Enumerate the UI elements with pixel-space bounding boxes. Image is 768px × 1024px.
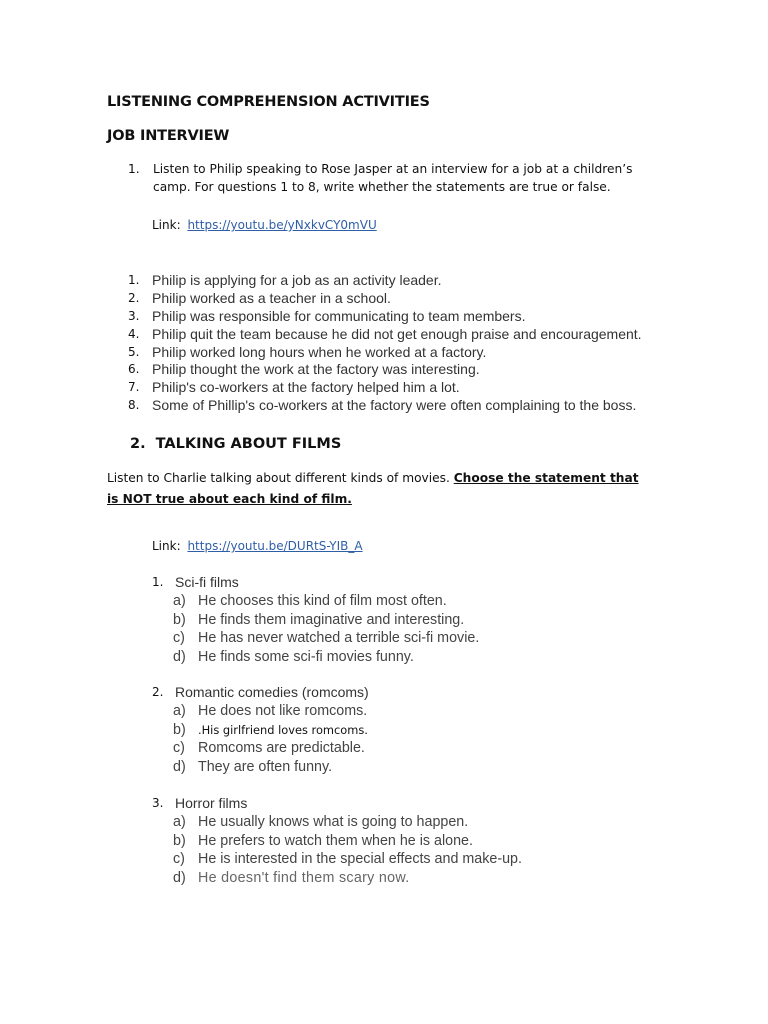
option-letter: b) bbox=[173, 832, 186, 849]
option-letter: c) bbox=[173, 740, 185, 757]
section1-link-row bbox=[152, 218, 377, 232]
option-letter: a) bbox=[173, 703, 186, 719]
question-title: Horror films bbox=[175, 795, 248, 811]
question-number: 2. bbox=[152, 685, 164, 699]
statement-number: 2. bbox=[128, 290, 140, 305]
question-number: 1. bbox=[152, 575, 164, 589]
option-letter: c) bbox=[173, 630, 185, 647]
option-letter: d) bbox=[173, 869, 186, 886]
section2-instructions bbox=[107, 468, 647, 510]
option-text: He chooses this kind of film most often. bbox=[198, 593, 447, 609]
section1-link-label: Link: bbox=[152, 218, 181, 232]
statement-text: Philip worked long hours when he worked at a factory. bbox=[152, 343, 487, 360]
option-text: They are often funny. bbox=[198, 758, 333, 775]
statement-text: Some of Phillip's co-workers at the factory were often complaining to the boss. bbox=[152, 397, 637, 414]
statement-text: Philip's co-workers at the factory helped him a lot. bbox=[152, 379, 460, 396]
section2-link-row bbox=[152, 539, 363, 553]
document-title: LISTENING COMPREHENSION ACTIVITIES bbox=[107, 94, 430, 110]
statement-number: 7. bbox=[128, 380, 140, 395]
option-text: He is interested in the special effects and make-up. bbox=[198, 851, 522, 868]
statement-number: 8. bbox=[128, 398, 140, 413]
option-text: He finds some sci-fi movies funny. bbox=[198, 648, 414, 665]
statement-number: 3. bbox=[128, 308, 140, 323]
option-text: He does not like romcoms. bbox=[198, 703, 368, 719]
activity-title-job-interview: JOB INTERVIEW bbox=[107, 128, 230, 144]
section2-link-label: Link: bbox=[152, 539, 181, 553]
section1-instructions-text: Listen to Philip speaking to Rose Jasper at an interview for a job at a children’s camp. For questions 1 to 8, write whether the statements are true or false. bbox=[153, 162, 633, 194]
statement-text: Philip quit the team because he did not get enough praise and encouragement. bbox=[152, 325, 642, 342]
option-letter: b) bbox=[173, 611, 186, 628]
option-text: He finds them imaginative and interesting. bbox=[198, 611, 465, 628]
option-text: He has never watched a terrible sci-fi movie. bbox=[198, 630, 480, 647]
section2-title: TALKING ABOUT FILMS bbox=[155, 436, 342, 452]
option-text: He prefers to watch them when he is alone. bbox=[198, 832, 473, 849]
section2-heading bbox=[130, 436, 341, 452]
option-text: Romcoms are predictable. bbox=[198, 740, 365, 757]
question-title: Romantic comedies (romcoms) bbox=[175, 684, 369, 700]
statement-number: 5. bbox=[128, 344, 140, 359]
question-number: 3. bbox=[152, 796, 164, 810]
statement-text: Philip was responsible for communicating to team members. bbox=[152, 307, 526, 324]
option-letter: d) bbox=[173, 758, 186, 775]
section1-number: 1. bbox=[128, 162, 140, 176]
statement-number: 4. bbox=[128, 326, 140, 341]
section2-instructions-text: Listen to Charlie talking about different kinds of movies. bbox=[107, 471, 454, 485]
statement-text: Philip thought the work at the factory was interesting. bbox=[152, 361, 480, 378]
option-letter: a) bbox=[173, 593, 186, 609]
option-letter: c) bbox=[173, 851, 185, 868]
section1-video-link[interactable]: https://youtu.be/yNxkvCY0mVU bbox=[187, 218, 377, 232]
section2-instructions-emphasis: Choose the statement that is NOT true about each kind of film. bbox=[107, 471, 639, 506]
statement-number: 6. bbox=[128, 362, 140, 377]
option-letter: a) bbox=[173, 814, 186, 830]
section2-video-link[interactable]: https://youtu.be/DURtS-YIB_A bbox=[187, 539, 363, 553]
statement-text: Philip worked as a teacher in a school. bbox=[152, 289, 391, 306]
option-letter: d) bbox=[173, 648, 186, 665]
option-text: He doesn't find them scary now. bbox=[198, 869, 410, 886]
section2-number: 2. bbox=[130, 436, 146, 452]
option-letter: b) bbox=[173, 721, 186, 738]
option-text: He usually knows what is going to happen. bbox=[198, 814, 469, 830]
option-text: .His girlfriend loves romcoms. bbox=[198, 722, 368, 737]
section1-instructions bbox=[128, 160, 658, 196]
statement-number: 1. bbox=[128, 273, 140, 287]
question-title: Sci-fi films bbox=[175, 574, 239, 590]
statement-text: Philip is applying for a job as an activity leader. bbox=[152, 272, 442, 288]
